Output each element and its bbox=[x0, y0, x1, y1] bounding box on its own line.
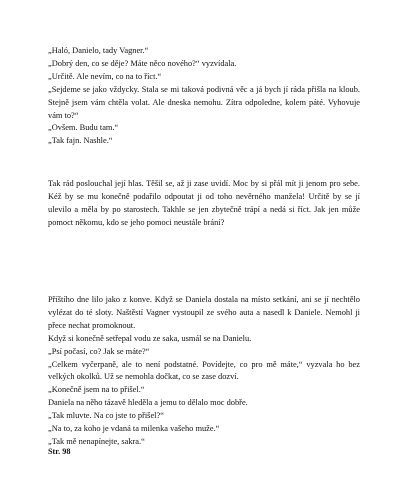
narrative-line: Když si konečně setřepal vodu ze saka, usmál se na Danielu. bbox=[48, 333, 252, 343]
dialogue-line: „Celkem vyčerpaně, ale to není podstatné. Povídejte, co pro mě máte,“ vyzvala ho bez velkých okolků. Už se nemohla dočkat, co se zase dozví. bbox=[48, 359, 360, 382]
dialogue-line: „Haló, Danielo, tady Vagner.“ bbox=[48, 46, 149, 55]
dialogue-line: „Tak fajn. Nashle.“ bbox=[48, 136, 113, 146]
page-number: Str. 98 bbox=[48, 447, 71, 456]
narrative-line: Daniela na něho tázavě hleděla a jemu to dělalo moc dobře. bbox=[48, 398, 248, 408]
dialogue-line: „Tak mě nenapínejte, sakra.“ bbox=[48, 436, 145, 446]
narrative-paragraph: Příštího dne lilo jako z konve. Když se Daniela dostala na místo setkání, ani se jí nechtělo vylézat do té sloty. Naštěstí Vagner vystoupil ze svého auta a nasedl k Daniele. Nemohl ji přece nechat promoknout. bbox=[48, 295, 360, 330]
narrative-paragraph: Tak rád poslouchal její hlas. Těšil se, až ji zase uvidí. Moc by si přál mít ji jenom pro sebe. Kéž by se mu konečně podařilo odpoutat ji od toho nevěrného manžela! Určitě by se jí ulevilo a měla by po starostech. Takhle se jen zbytečně trápí a nedá si říct. Jak jen může pomoct někomu, kdo se jeho pomoci neustále brání? bbox=[48, 179, 360, 227]
dialogue-line: „Určitě. Ale nevím, co na to říct.“ bbox=[48, 71, 162, 81]
dialogue-line: „Sejdeme se jako vždycky. Stala se mi taková podivná věc a já bych jí ráda přišla na kloub. Stejně jsem vám chtěla volat. Ale dneska nemohu. Zítra odpoledne, kolem páté. Vyhovuje vám to?“ bbox=[48, 84, 360, 120]
dialogue-line: „Konečně jsem na to přišel.“ bbox=[48, 385, 145, 395]
dialogue-block bbox=[48, 45, 360, 148]
dialogue-line: „Dobrý den, co se děje? Máte něco nového?“ vyzvídala. bbox=[48, 58, 237, 68]
narrative-paragraph-block bbox=[48, 178, 360, 230]
dialogue-line: „Na to, za koho je vdaná ta milenka vašeho muže.“ bbox=[48, 424, 220, 434]
dialogue-line: „Tak mluvte. Na co jste to přišel?“ bbox=[48, 411, 164, 421]
dialogue-line: „Ovšem. Budu tam.“ bbox=[48, 123, 119, 133]
dialogue-line: „Psí počasí, co? Jak se máte?“ bbox=[48, 346, 150, 356]
scene-block bbox=[48, 294, 360, 449]
